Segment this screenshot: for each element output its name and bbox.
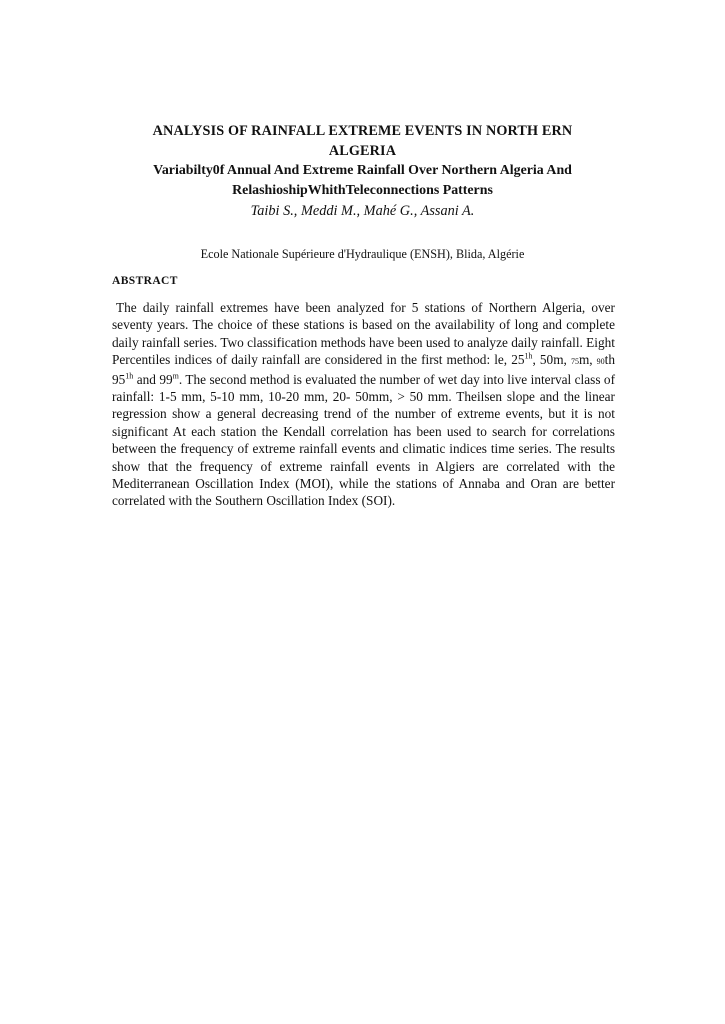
abstract-paragraph [112,299,615,510]
abstract-body [112,299,615,510]
paper-affiliation: Ecole Nationale Supérieure d'Hydraulique (ENSH), Blida, Algérie [200,247,525,261]
abstract-small-2: 90 [596,357,605,367]
paper-title-line-1: ANALYSIS OF RAINFALL EXTREME EVENTS IN NORTH ERN [152,123,573,139]
abstract-superscript-3: m [172,371,179,381]
abstract-text-1: The daily rainfall extremes have been analyzed for 5 stations of Northern Algeria, over seventy years. The choice of these stations is based on the availability of long and complete daily rainfall series. Two classification methods have been used to analyze daily rainfall. Eight Percentiles indices of daily rainfall are considered in the first method: le, 25 [112,300,615,368]
paper-subtitle-line-2: RelashioshipWhithTeleconnections Patterns [232,183,493,198]
abstract-small-1: 75 [570,357,579,367]
abstract-text-3: m, [578,352,597,368]
paper-title-line-2: ALGERIA [328,143,397,159]
abstract-text-5: and 99 [133,371,173,387]
abstract-text-4: th 95 [112,352,616,387]
paper-authors: Taibi S., Meddi M., Mahé G., Assani A. [250,203,475,219]
title-block [100,121,625,222]
abstract-text-2: , 50m, [532,352,571,368]
abstract-superscript-1: 1h [524,351,533,361]
abstract-superscript-2: 1h [125,371,134,381]
paper-subtitle-line-1: Variabilty0f Annual And Extreme Rainfall Over Northern Algeria And [153,163,572,178]
abstract-heading: ABSTRACT [112,275,178,287]
abstract-text-6: . The second method is evaluated the number of wet day into live interval class of rainfall: 1-5 mm, 5-10 mm, 10-20 mm, 20- 50mm, > 50 mm. Theilsen slope and the linear regression show a general decreasing trend of the number of extreme events, but it is not significant At each station the Kendall correlation has been used to search for correlations between the frequency of extreme rainfall events and climatic indices time series. The results show that the frequency of extreme rainfall events in Algiers are correlated with the Mediterranean Oscillation Index (MOI), while the stations of Annaba and Oran are better correlated with the Southern Oscillation Index (SOI). [112,371,616,509]
